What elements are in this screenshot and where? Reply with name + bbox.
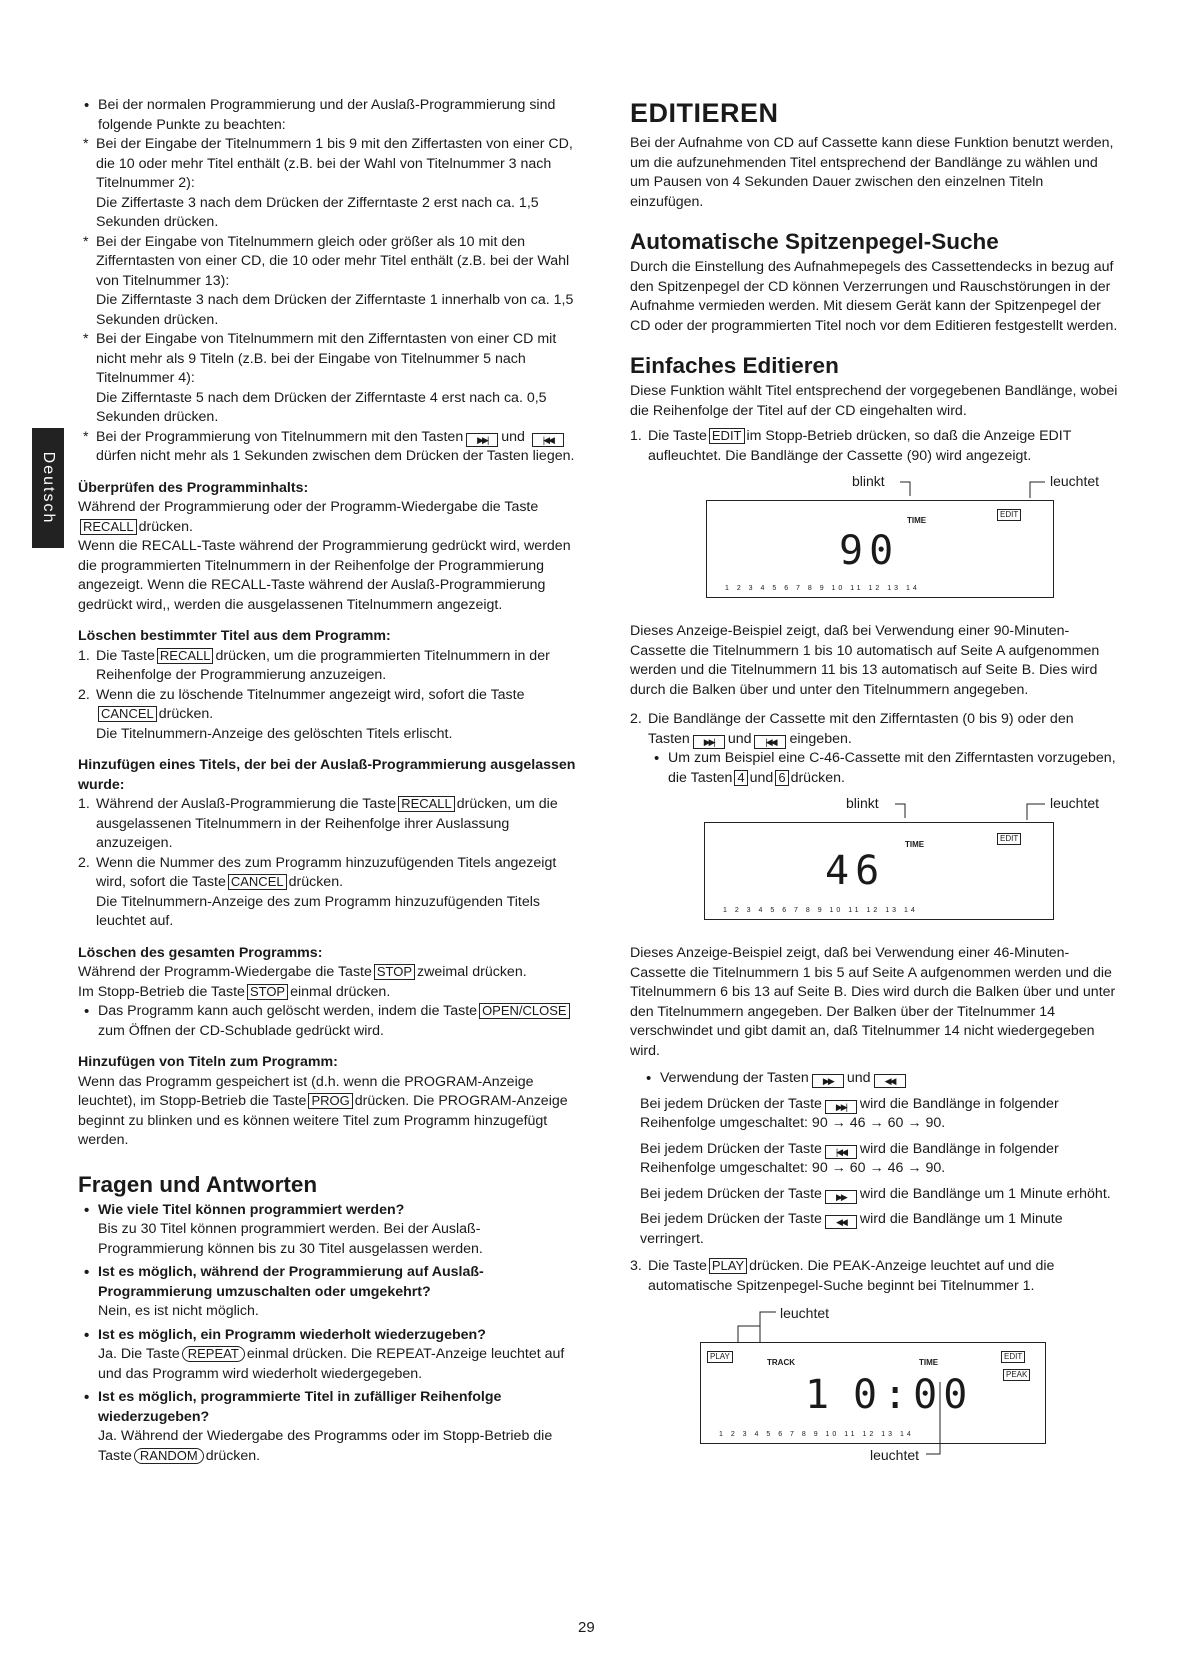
prog-key: PROG bbox=[308, 1093, 352, 1109]
list-item: • Verwendung der Tasten ▶▶ und ◀◀ bbox=[640, 1069, 1118, 1089]
section-heading: Löschen des gesamten Programms: bbox=[78, 944, 323, 961]
lcd-display bbox=[700, 1342, 1046, 1444]
key-4: 4 bbox=[734, 770, 747, 786]
paragraph: Während der Programmierung oder der Programm-Wiedergabe die TasteRECALL drücken. bbox=[78, 499, 539, 535]
numbered-item: 1. Die Taste RECALL drücken, um die programmierten Titelnummern in der Reihenfolge der Programmierung anzuzeigen. bbox=[78, 647, 550, 683]
list-item-detail: Die Zifferntaste 3 nach dem Drücken der Zifferntaste 1 innerhalb von ca. 1,5 Sekunden drücken. bbox=[96, 292, 574, 328]
list-item-detail: Die Zifferntaste 5 nach dem Drücken der Zifferntaste 4 erst nach ca. 0,5 Sekunden drücken. bbox=[96, 389, 547, 425]
lcd-digits: 46 bbox=[825, 848, 886, 894]
leuchtet-label: leuchtet bbox=[1050, 473, 1100, 489]
repeat-key: REPEAT bbox=[182, 1346, 245, 1362]
faq-question: • Ist es möglich, programmierte Titel in zufälliger Reihenfolge wiederzugeben? bbox=[78, 1388, 578, 1427]
faq-answer: Ja. Während der Wiedergabe des Programms oder im Stopp-Betrieb die Taste RANDOM drücken. bbox=[98, 1428, 553, 1464]
next-track-key-icon: ▶▶| bbox=[466, 433, 498, 447]
lcd-time-label: TIME bbox=[905, 840, 925, 849]
numbered-item: 2. Die Bandlänge der Cassette mit den Zifferntasten (0 bis 9) oder den Tasten ▶▶| und |◀◀ eingeben. bbox=[630, 711, 1074, 747]
lcd-figure-2 bbox=[630, 788, 1118, 928]
list-item: • Um zum Beispiel eine C-46-Cassette mit den Zifferntasten vorzugeben, die Tasten 4 und 6 drücken. bbox=[648, 749, 1118, 788]
faq-question: • Wie viele Titel können programmiert werden? bbox=[78, 1201, 578, 1221]
prev-track-key-icon: |◀◀ bbox=[532, 433, 564, 447]
next-track-key-icon: ▶▶| bbox=[693, 735, 725, 749]
paragraph: Bei jedem Drücken der Taste |◀◀ wird die Bandlänge in folgender Reihenfolge umgeschaltet: 90 → 60 → 46 → 90. bbox=[640, 1140, 1059, 1176]
paragraph: Bei jedem Drücken der Taste ▶▶ wird die Bandlänge um 1 Minute erhöht. bbox=[640, 1185, 1111, 1202]
section-heading: Löschen bestimmter Titel aus dem Programm: bbox=[78, 628, 391, 644]
paragraph: Wenn das Programm gespeichert ist (d.h. wenn die PROGRAM-Anzeige leuchtet), im Stopp-Betrieb die Taste PROG drücken. Die PROGRAM-Anzeige beginnt zu blinken und es können weitere Titel zum Programm hinzugefügt werden. bbox=[78, 1073, 568, 1148]
lcd-time-label: TIME bbox=[919, 1358, 939, 1367]
paragraph: Dieses Anzeige-Beispiel zeigt, daß bei Verwendung einer 46-Minuten-Cassette die Titelnummern 1 bis 5 auf Seite A aufgenommen werden und die Titelnummern 6 bis 13 auf Seite B. Dies wird durch die Balken über und unter den Titelnummern angegeben. Der Balken über der Titelnummer 14 verschwindet und gibt damit an, daß Titelnummer 14 nicht wiedergegeben wird. bbox=[630, 945, 1116, 1059]
stop-key: STOP bbox=[247, 984, 288, 1000]
list-item: • Bei der normalen Programmierung und der Auslaß-Programmierung sind folgende Punkte zu beachten: bbox=[78, 96, 578, 135]
leuchtet-label: leuchtet bbox=[870, 1447, 920, 1463]
numbered-item: 1. Die Taste EDIT im Stopp-Betrieb drücken, so daß die Anzeige EDIT aufleuchtet. Die Bandlänge der Cassette (90) wird angezeigt. bbox=[630, 428, 1072, 464]
lcd-track-digit: 1 bbox=[805, 1372, 836, 1418]
paragraph: Bei jedem Drücken der Taste ▶▶| wird die Bandlänge in folgender Reihenfolge umgeschaltet: 90 → 46 → 60 → 90. bbox=[640, 1095, 1059, 1131]
lcd-track-numbers: 1 2 3 4 5 6 7 8 9 10 11 12 13 14 bbox=[723, 907, 918, 914]
page-title: EDITIEREN bbox=[630, 98, 779, 128]
lcd-play-indicator: PLAY bbox=[707, 1351, 733, 1363]
recall-key: RECALL bbox=[157, 648, 214, 664]
numbered-item: 2. Wenn die zu löschende Titelnummer angezeigt wird, sofort die Taste CANCEL drücken. Die Titelnummern-Anzeige des gelöschten Titels erlischt. bbox=[78, 686, 525, 742]
list-item: * Bei der Programmierung von Titelnummern mit den Tasten ▶▶| und |◀◀dürfen nicht mehr als 1 Sekunden zwischen dem Drücken der Tasten liegen. bbox=[78, 428, 578, 467]
callout-lines bbox=[730, 1310, 790, 1346]
open-close-key: OPEN/CLOSE bbox=[479, 1003, 570, 1019]
lcd-edit-indicator: EDIT bbox=[1001, 1351, 1025, 1363]
right-column bbox=[630, 96, 1118, 1466]
callout-lines bbox=[920, 1380, 950, 1460]
cancel-key: CANCEL bbox=[98, 706, 157, 722]
lcd-figure-1 bbox=[630, 466, 1118, 606]
lcd-time-label: TIME bbox=[907, 516, 927, 525]
lcd-edit-indicator: EDIT bbox=[997, 833, 1021, 845]
faq-heading: Fragen und Antworten bbox=[78, 1171, 318, 1197]
rew-key-icon: ◀◀ bbox=[874, 1074, 906, 1088]
key-6: 6 bbox=[775, 770, 788, 786]
left-column bbox=[78, 96, 578, 1466]
numbered-item: 2. Wenn die Nummer des zum Programm hinzuzufügenden Titels angezeigt wird, sofort die Taste CANCEL drücken. Die Titelnummern-Anzeige des zum Programm hinzuzufügenden Titels leuchtet auf. bbox=[78, 854, 557, 929]
paragraph: Bei der Aufnahme von CD auf Cassette kann diese Funktion benutzt werden, um die aufzunehmenden Titel entsprechend der Bandlänge zu wählen und um Pausen von 4 Sekunden Dauer zwischen den einzelnen Titeln einzufügen. bbox=[630, 135, 1114, 210]
numbered-item: 3. Die Taste PLAY drücken. Die PEAK-Anzeige leuchtet auf und die automatische Spitzenpegel-Suche beginnt bei Titelnummer 1. bbox=[630, 1258, 1055, 1294]
section-heading: Hinzufügen von Titeln zum Programm: bbox=[78, 1054, 338, 1070]
faq-question: • Ist es möglich, ein Programm wiederholt wiederzugeben? bbox=[78, 1326, 578, 1346]
paragraph: Diese Funktion wählt Titel entsprechend der vorgegebenen Bandlänge, wobei die Reihenfolge der Titel auf der CD eingehalten wird. bbox=[630, 383, 1118, 419]
leuchtet-label: leuchtet bbox=[780, 1305, 830, 1321]
leuchtet-label: leuchtet bbox=[1050, 795, 1100, 811]
paragraph: Wenn die RECALL-Taste während der Programmierung gedrückt wird, werden die programmierten Titelnummern in der Reihenfolge der Programmierung angezeigt. Wenn die RECALL-Taste während der Auslaß-Programmierung gedrückt wird,, werden die ausgelassenen Titelnummern angezeigt. bbox=[78, 538, 571, 613]
recall-key: RECALL bbox=[398, 796, 455, 812]
section-heading: Automatische Spitzenpegel-Suche bbox=[630, 229, 999, 254]
faq-question: • Ist es möglich, während der Programmierung auf Auslaß-Programmierung umzuschalten oder umgekehrt? bbox=[78, 1263, 578, 1302]
lcd-peak-indicator: PEAK bbox=[1003, 1369, 1030, 1381]
list-item: * Bei der Eingabe von Titelnummern gleich oder größer als 10 mit den Zifferntasten von einer CD, die 10 oder mehr Titel enthält (z.B. bei der Wahl von Titelnummer 13): bbox=[78, 233, 578, 292]
blinkt-label: blinkt bbox=[846, 795, 879, 811]
faq-answer: Bis zu 30 Titel können programmiert werden. Bei der Auslaß-Programmierung können bis zu 30 Titel ausgelassen werden. bbox=[98, 1221, 483, 1257]
list-item: • Das Programm kann auch gelöscht werden, indem die Taste OPEN/CLOSEzum Öffnen der CD-Schublade gedrückt wird. bbox=[78, 1002, 578, 1041]
lcd-edit-indicator: EDIT bbox=[997, 509, 1021, 521]
ff-key-icon: ▶▶ bbox=[812, 1074, 844, 1088]
paragraph: Während der Programm-Wiedergabe die Taste STOP zweimal drücken. bbox=[78, 964, 527, 980]
lcd-track-numbers: 1 2 3 4 5 6 7 8 9 10 11 12 13 14 bbox=[719, 1431, 914, 1438]
next-track-key-icon: ▶▶| bbox=[825, 1100, 857, 1114]
paragraph: Dieses Anzeige-Beispiel zeigt, daß bei Verwendung einer 90-Minuten-Cassette die Titelnummern 1 bis 10 automatisch auf Seite A aufgenommen werden und die Titelnummern 11 bis 13 automatisch auf Seite B. Dies wird durch die Balken über und unter den Titelnummern angegeben. bbox=[630, 623, 1100, 698]
stop-key: STOP bbox=[374, 964, 415, 980]
language-tab: Deutsch bbox=[32, 428, 64, 548]
play-key: PLAY bbox=[709, 1258, 747, 1274]
list-item: * Bei der Eingabe der Titelnummern 1 bis 9 mit den Ziffertasten von einer CD, die 10 oder mehr Titel enthält (z.B. bei der Wahl von Titelnummer 3 nach Titelnummer 2): bbox=[78, 135, 578, 194]
lcd-track-label: TRACK bbox=[767, 1358, 795, 1367]
cancel-key: CANCEL bbox=[228, 874, 287, 890]
paragraph: Im Stopp-Betrieb die Taste STOP einmal drücken. bbox=[78, 983, 391, 1000]
recall-key: RECALL bbox=[80, 519, 137, 535]
faq-answer: Ja. Die Taste REPEAT einmal drücken. Die REPEAT-Anzeige leuchtet auf und das Programm wird wiederholt wiedergegeben. bbox=[98, 1346, 565, 1382]
section-heading: Überprüfen des Programminhalts: bbox=[78, 479, 309, 496]
page-number: 29 bbox=[578, 1619, 595, 1636]
section-heading: Einfaches Editieren bbox=[630, 353, 839, 378]
prev-track-key-icon: |◀◀ bbox=[825, 1145, 857, 1159]
lcd-digits: 90 bbox=[839, 528, 900, 574]
lcd-display bbox=[704, 822, 1054, 920]
lcd-track-numbers: 1 2 3 4 5 6 7 8 9 10 11 12 13 14 bbox=[725, 585, 920, 592]
list-item-detail: Die Ziffertaste 3 nach dem Drücken der Zifferntaste 2 erst nach ca. 1,5 Sekunden drücken. bbox=[96, 194, 539, 230]
faq-answer: Nein, es ist nicht möglich. bbox=[98, 1303, 259, 1319]
blinkt-label: blinkt bbox=[852, 473, 885, 489]
numbered-item: 1. Während der Auslaß-Programmierung die Taste RECALL drücken, um die ausgelassenen Titelnummern in der Reihenfolge ihrer Auslassung anzuzeigen. bbox=[78, 796, 558, 851]
lcd-figure-3 bbox=[630, 1296, 1118, 1466]
rew-key-icon: ◀◀ bbox=[825, 1215, 857, 1229]
section-heading: Hinzufügen eines Titels, der bei der Auslaß-Programmierung ausgelassen wurde: bbox=[78, 757, 576, 793]
edit-key: EDIT bbox=[709, 428, 745, 444]
paragraph: Bei jedem Drücken der Taste ◀◀ wird die Bandlänge um 1 Minute verringert. bbox=[640, 1211, 1063, 1247]
lcd-display bbox=[706, 500, 1054, 598]
random-key: RANDOM bbox=[134, 1448, 204, 1464]
list-item: * Bei der Eingabe von Titelnummern mit den Zifferntasten von einer CD mit nicht mehr als 9 Titeln (z.B. bei der Eingabe von Titelnummer 5 nach Titelnummer 4): bbox=[78, 330, 578, 389]
paragraph: Durch die Einstellung des Aufnahmepegels des Cassettendecks in bezug auf den Spitzenpegel der CD können Verzerrungen und Rauschstörungen in der Aufnahme vermieden werden. Mit diesem Gerät kann der Spitzenpegel der CD oder der programmierten Titel noch vor dem Editieren festgestellt werden. bbox=[630, 259, 1118, 334]
ff-key-icon: ▶▶ bbox=[825, 1190, 857, 1204]
lcd-time-digits: 0:00 bbox=[853, 1372, 974, 1418]
prev-track-key-icon: |◀◀ bbox=[754, 735, 786, 749]
